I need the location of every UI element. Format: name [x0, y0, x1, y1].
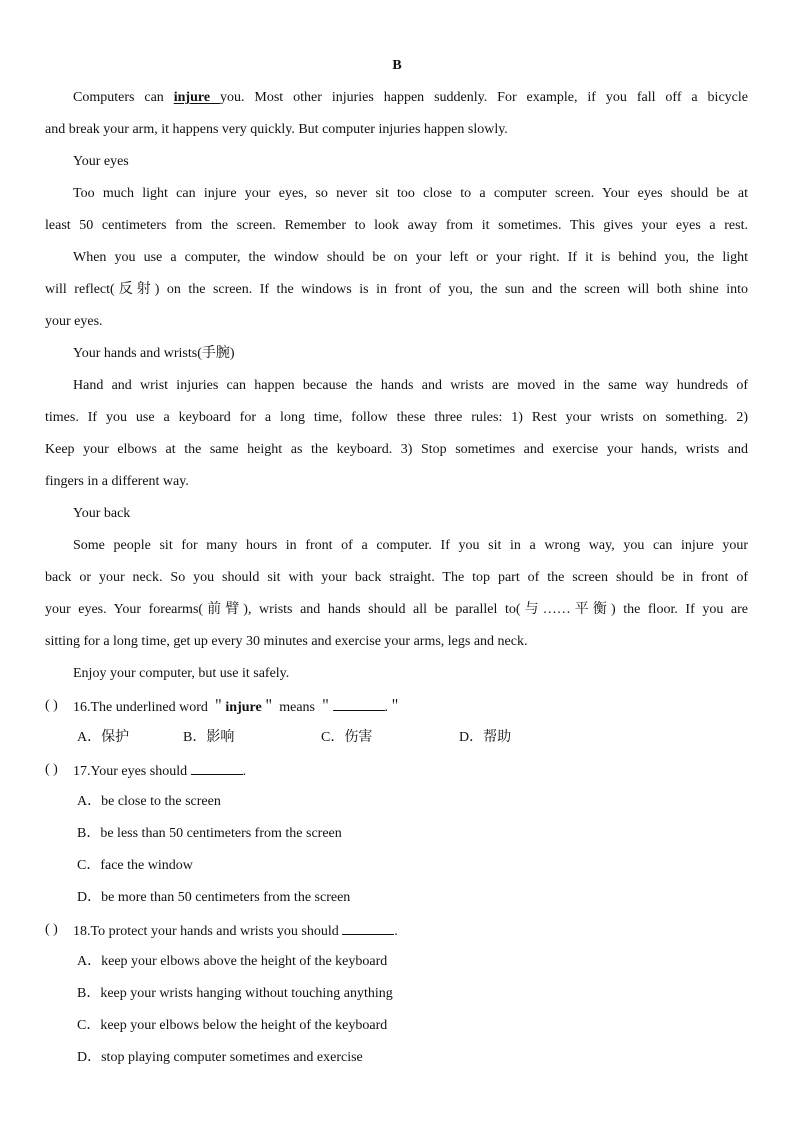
option-c[interactable]: C．伤害 [321, 730, 373, 745]
passage-p4-line4: fingers in a different way. [45, 474, 189, 489]
question-text: 18.To protect your hands and wrists you should [73, 924, 343, 939]
passage-p4-line3: Keep your elbows at the same height as the keyboard. 3) Stop sometimes and exercise your hands, wrists and [45, 442, 748, 457]
passage-p5-line4: sitting for a long time, get up every 30 minutes and exercise your arms, legs and neck. [45, 634, 528, 649]
passage-p1-line2: and break your arm, it happens very quickly. But computer injuries happen slowly. [45, 122, 508, 137]
passage-p1-line1: Computers can injure you. Most other injuries happen suddenly. For example, if you fall off a bicycle [73, 90, 748, 105]
passage-p5-line1: Some people sit for many hours in front of a computer. If you sit in a wrong way, you can injure your [73, 538, 748, 553]
answer-blank[interactable] [191, 760, 243, 775]
option-d[interactable]: D．帮助 [459, 730, 512, 745]
answer-paren[interactable]: ( ) [45, 922, 58, 937]
heading-your-eyes: Your eyes [73, 154, 129, 169]
passage-closing: Enjoy your computer, but use it safely. [73, 666, 290, 681]
option-d[interactable]: D．stop playing computer sometimes and exercise [77, 1050, 363, 1065]
passage-p4-line1: Hand and wrist injuries can happen because the hands and wrists are moved in the same way hundreds of [73, 378, 748, 393]
passage-p5-line2: back or your neck. So you should sit with your back straight. The top part of the screen should be in front of [45, 570, 748, 585]
option-c[interactable]: C．keep your elbows below the height of the keyboard [77, 1018, 388, 1033]
option-d[interactable]: D．be more than 50 centimeters from the screen [77, 890, 351, 905]
heading-your-back: Your back [73, 506, 131, 521]
answer-paren[interactable]: ( ) [45, 698, 58, 713]
answer-blank[interactable] [342, 920, 394, 935]
answer-paren[interactable]: ( ) [45, 762, 58, 777]
passage-p4-line2: times. If you use a keyboard for a long time, follow these three rules: 1) Rest your wrists on something. 2) [45, 410, 748, 425]
underlined-keyword: injure [173, 90, 220, 105]
option-a[interactable]: A．keep your elbows above the height of the keyboard [77, 954, 388, 969]
question-text: 16.The underlined word ＂ [73, 700, 226, 715]
option-b[interactable]: B．keep your wrists hanging without touching anything [77, 986, 393, 1001]
passage-p2-line2: least 50 centimeters from the screen. Remember to look away from it sometimes. This gives your eyes a rest. [45, 218, 748, 233]
section-title: B [392, 58, 402, 73]
passage-p3-line1: When you use a computer, the window should be on your left or your right. If it is behind you, the light [73, 250, 748, 265]
option-a[interactable]: A．保护 [77, 730, 130, 745]
passage-p3-line2: will reflect(反射) on the screen. If the windows is in front of you, the sun and the screen will both shine into [45, 282, 748, 297]
question-17: ( ) 17.Your eyes should . [45, 762, 247, 779]
question-text: 17.Your eyes should [73, 764, 191, 779]
question-18: ( ) 18.To protect your hands and wrists you should . [45, 922, 398, 939]
option-a[interactable]: A．be close to the screen [77, 794, 221, 809]
option-b[interactable]: B．影响 [183, 730, 235, 745]
question-16: ( ) 16.The underlined word ＂injure＂ means ＂ .＂ [45, 698, 402, 715]
answer-blank[interactable] [333, 696, 385, 711]
question-keyword: injure [225, 700, 262, 715]
option-b[interactable]: B．be less than 50 centimeters from the screen [77, 826, 342, 841]
option-c[interactable]: C．face the window [77, 858, 193, 873]
passage-p5-line3: your eyes. Your forearms(前臂), wrists and hands should all be parallel to(与……平衡) the floor. If you are [45, 602, 748, 617]
passage-p2-line1: Too much light can injure your eyes, so never sit too close to a computer screen. Your eyes should be at [73, 186, 748, 201]
heading-hands-wrists: Your hands and wrists(手腕) [73, 346, 235, 361]
question-16-options [45, 728, 748, 748]
passage-p3-line3: your eyes. [45, 314, 103, 329]
